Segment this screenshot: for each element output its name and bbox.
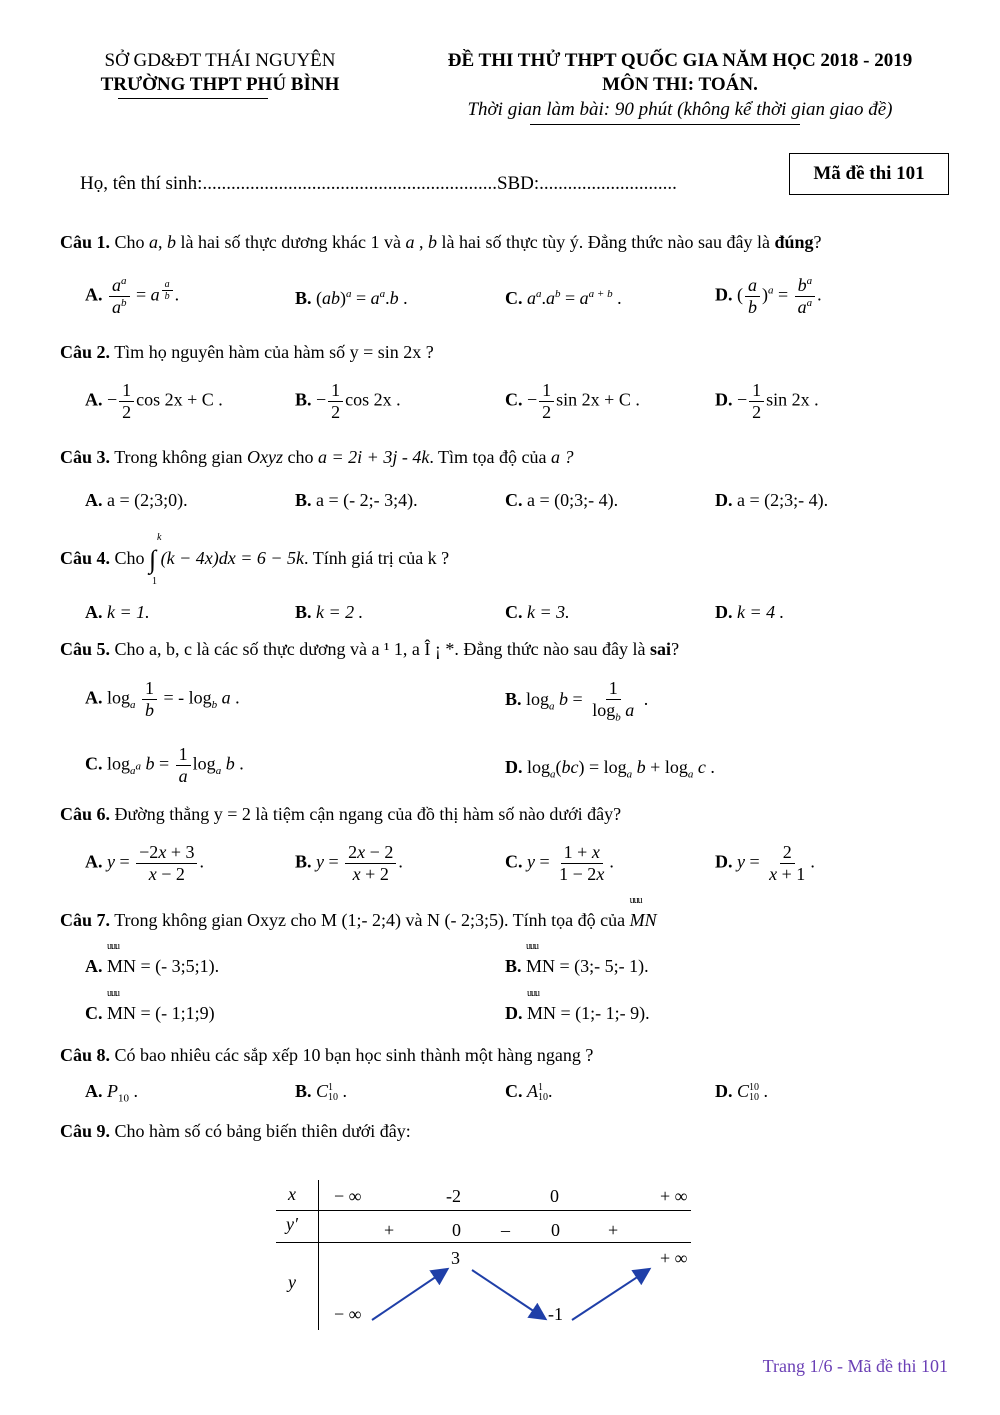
q5-option-d: D. $\log_a(bc) = \log_a b + \log_a c$ . [505,757,715,781]
y-max-value: 3 [451,1248,460,1268]
label-c: C. [505,1081,523,1101]
q4-opt-a-text: k = 1. [107,602,150,622]
q4-option-c [505,602,570,623]
question-5 [60,639,679,660]
label-b: B. [295,490,312,510]
q7-opt-b-text: MN = (3;- 5;- 1). [526,956,649,976]
q2-option-c: C. − $\frac{1}{2}$ sin 2x + C . [505,380,640,422]
integral-lower: 1 [152,576,158,587]
q4-option-d [715,602,784,623]
label-b: B. [505,689,522,710]
increasing-arrow [572,1270,648,1320]
label-c: C. [505,851,523,872]
q6-text: Đường thẳng y = 2 là tiệm cận ngang của đồ thị hàm số nào dưới đây? [110,804,622,824]
school-underline [118,98,268,99]
q3-text-a: Trong không gian [110,447,248,467]
q3-text-c: . Tìm tọa độ của [429,447,551,467]
q5-option-b: B. $\log_a b$ = $\frac{1}{\log_b a}$ . [505,678,649,724]
q4-opt-b-text: k = 2 . [316,602,364,622]
x-value: − ∞ [334,1186,362,1206]
label-c: C. [505,490,523,510]
q2-option-b: B. − $\frac{1}{2}$ cos 2x . [295,380,401,422]
q3-option-d [715,490,828,511]
label-b: B. [505,956,522,976]
question-9 [60,1121,411,1142]
q1-option-a: A. $\frac{a^a}{a^b}$ = a $^{\frac{a}{b}}$ . [85,275,180,317]
q8-option-a: A. $P_{10}$ . [85,1081,138,1105]
q7-opt-c-text: MN = (- 1;1;9) [107,1003,215,1023]
question-7: Câu 7. Trong không gian Oxyz cho M (1;- 2;4) và N (- 2;3;5). Tính tọa độ của uuu MN [60,895,657,930]
q9-text: Cho hàm số có bảng biến thiên dưới đây: [110,1121,411,1141]
q8-option-c: C. A 1 10 . [505,1081,553,1103]
q4-option-a [85,602,150,623]
yprime-sign: – [501,1220,510,1240]
q1-option-c: C. $a^a.a^b = a^{a + b}$ . [505,288,622,308]
q7-option-d: D. uuu MN = (1;- 1;- 9). [505,988,650,1023]
q7-option-a: A. uuu MN = (- 3;5;1). [85,941,220,976]
q7-text: Trong không gian Oxyz cho M (1;- 2;4) và N (- 2;3;5). Tính tọa độ của [110,910,630,930]
label-c: C. [505,288,523,308]
q4-integral-expr: (k − 4x)dx = 6 − 5k [160,548,305,569]
label-b: B. [295,288,312,308]
q7-end: MN [629,910,657,930]
label-a: A. [85,284,103,305]
q2-text: Tìm họ nguyên hàm của hàm số y = sin 2x ? [110,342,434,362]
q4-opt-c-text: k = 3. [527,602,570,622]
q3-oxyz: Oxyz [247,447,284,467]
label-a: A. [85,1081,103,1101]
q4-text-a: Cho [110,548,150,569]
q7-option-c: C. uuu MN = (- 1;1;9) [85,988,215,1023]
x-value: 0 [550,1186,559,1206]
label-c: C. [505,389,523,410]
q6-option-b: B. y = $\frac{2x - 2}{x + 2}$ . [295,842,403,884]
q3-option-b [295,490,418,511]
label-d: D. [715,1081,733,1101]
yprime-sign: 0 [452,1220,461,1240]
q5-end: ? [671,639,680,659]
candidate-line: Họ, tên thí sinh:..............................................................SBD:............................. [80,173,677,194]
q8-option-d: D. C 10 10 . [715,1081,769,1103]
q7-option-b: B. uuu MN = (3;- 5;- 1). [505,941,649,976]
q3-opt-d-text: a = (2;3;- 4). [737,490,829,510]
yprime-sign: + [384,1220,395,1240]
q6-option-d: D. y = $\frac{2}{x + 1}$ . [715,842,815,884]
yprime-sign: 0 [551,1220,560,1240]
row-label-y: y [288,1272,296,1292]
label-c: C. [85,1003,103,1023]
q4-text-b: . Tính giá trị của k ? [304,548,450,569]
label-d: D. [715,851,733,872]
page-footer: Trang 1/6 - Mã đề thi 101 [762,1356,948,1376]
q7-opt-a-text: MN = (- 3;5;1). [107,956,220,976]
exam-title: ĐỀ THI THỬ THPT QUỐC GIA NĂM HỌC 2018 - 2019 [447,50,913,71]
department-name: SỞ GD&ĐT THÁI NGUYÊN [104,50,336,71]
integral-sign: ∫ k 1 [149,532,162,587]
variation-arrows [276,1180,696,1330]
label-d: D. [505,757,523,777]
q5-opt-a-log: log [107,687,131,708]
question-2-number: Câu 2. [60,342,111,362]
label-c: C. [505,602,523,622]
q3-end: a ? [550,447,574,467]
integral-upper: k [157,532,162,543]
row-label-yprime: y′ [286,1214,298,1234]
q3-expr: a = 2i + 3j - 4k [318,447,430,467]
q5-option-c: C. $\log_{a^a} b$ = $\frac{1}{a}$ $\log_a b$ . [85,744,244,786]
question-8-number: Câu 8. [60,1045,111,1065]
q5-opt-c-log: log [107,753,131,774]
question-5-number: Câu 5. [60,639,111,659]
x-value: -2 [446,1186,461,1206]
label-d: D. [505,1003,523,1023]
q1-text-b: là hai số thực dương khác 1 và [176,232,406,252]
q5-text: Cho a, b, c là các số thực dương và a ¹ 1, a Î ¡ *. Đẳng thức nào sau đây là [110,639,651,659]
question-1: Câu 1. Cho a, b là hai số thực dương khác 1 và a , b là hai số thực tùy ý. Đẳng thức nào sau đây là đúng? [60,232,822,252]
q2-option-d: D. − $\frac{1}{2}$ sin 2x . [715,380,819,422]
label-a: A. [85,851,103,872]
q1-end: ? [813,232,822,252]
q4-opt-d-text: k = 4 . [737,602,785,622]
label-d: D. [715,602,733,622]
q2-opt-c-text: sin 2x + C . [556,389,640,410]
q5-emph: sai [650,639,672,659]
label-d: D. [715,490,733,510]
q3-option-c [505,490,618,511]
q3-text-b: cho [283,447,319,467]
label-b: B. [295,602,312,622]
time-underline [530,124,800,125]
exam-subject: MÔN THI: TOÁN. [602,74,758,95]
question-7-number: Câu 7. [60,910,111,930]
label-c: C. [85,753,103,774]
label-d: D. [715,284,733,305]
q5-opt-d-log: log [527,757,551,777]
label-d: D. [715,389,733,410]
exam-code-box: Mã đề thi 101 [789,153,949,195]
y-start-value: − ∞ [334,1304,362,1324]
q3-opt-a-text: a = (2;3;0). [107,490,188,510]
label-a: A. [85,389,103,410]
q2-opt-b-text: cos 2x . [345,389,401,410]
row-label-x: x [288,1184,296,1204]
q6-option-a: A. y = $\frac{-2x + 3}{x - 2}$ . [85,842,204,884]
q1-option-d: D. ( $\frac{a}{b}$ )$^a$ = $\frac{b^a}{a^a}$ . [715,275,822,317]
q1-text-a: Cho [110,232,150,252]
q3-option-a [85,490,188,511]
q3-opt-b-text: a = (- 2;- 3;4). [316,490,418,510]
label-b: B. [295,389,312,410]
question-3 [60,447,573,468]
label-a: A. [85,602,103,622]
q2-option-a: A. − $\frac{1}{2}$ cos 2x + C . [85,380,223,422]
question-4-number: Câu 4. [60,548,111,569]
question-2 [60,342,434,363]
question-1-number: Câu 1. [60,232,111,252]
yprime-sign: + [608,1220,619,1240]
label-b: B. [295,1081,312,1101]
increasing-arrow [372,1270,446,1320]
q1-emph: đúng [774,232,814,252]
y-end-value: + ∞ [660,1248,688,1268]
label-b: B. [295,851,312,872]
q6-option-c: C. y = $\frac{1 + x}{1 - 2x}$ . [505,842,614,884]
q5-opt-b-log: log [526,689,550,710]
school-name: TRƯỜNG THPT PHÚ BÌNH [100,74,340,95]
q1-option-b: B. $(ab)^a = a^a.b$ . [295,288,408,308]
q1-text-c: là hai số thực tùy ý. Đẳng thức nào sau đây là [441,232,775,252]
x-value: + ∞ [660,1186,688,1206]
q2-opt-d-text: sin 2x . [766,389,819,410]
question-9-number: Câu 9. [60,1121,111,1141]
label-a: A. [85,490,103,510]
question-4 [60,532,450,587]
q5-option-a: A. $\log_a$ $\frac{1}{b}$ = - $\log_b a$ . [85,678,240,720]
q2-opt-a-text: cos 2x + C . [136,389,223,410]
q4-option-b [295,602,363,623]
q8-text: Có bao nhiêu các sắp xếp 10 bạn học sinh thành một hàng ngang ? [110,1045,594,1065]
q7-opt-d-text: MN = (1;- 1;- 9). [527,1003,650,1023]
label-a: A. [85,687,103,708]
label-a: A. [85,956,103,976]
question-8 [60,1045,593,1066]
variation-table [276,1180,696,1330]
question-3-number: Câu 3. [60,447,111,467]
y-min-value: -1 [548,1304,563,1324]
decreasing-arrow [472,1270,544,1318]
question-6 [60,804,621,825]
q8-option-b: B. C 1 10 . [295,1081,348,1103]
exam-time: Thời gian làm bài: 90 phút (không kể thời gian giao đề) [467,99,893,120]
question-6-number: Câu 6. [60,804,111,824]
q3-opt-c-text: a = (0;3;- 4). [527,490,619,510]
